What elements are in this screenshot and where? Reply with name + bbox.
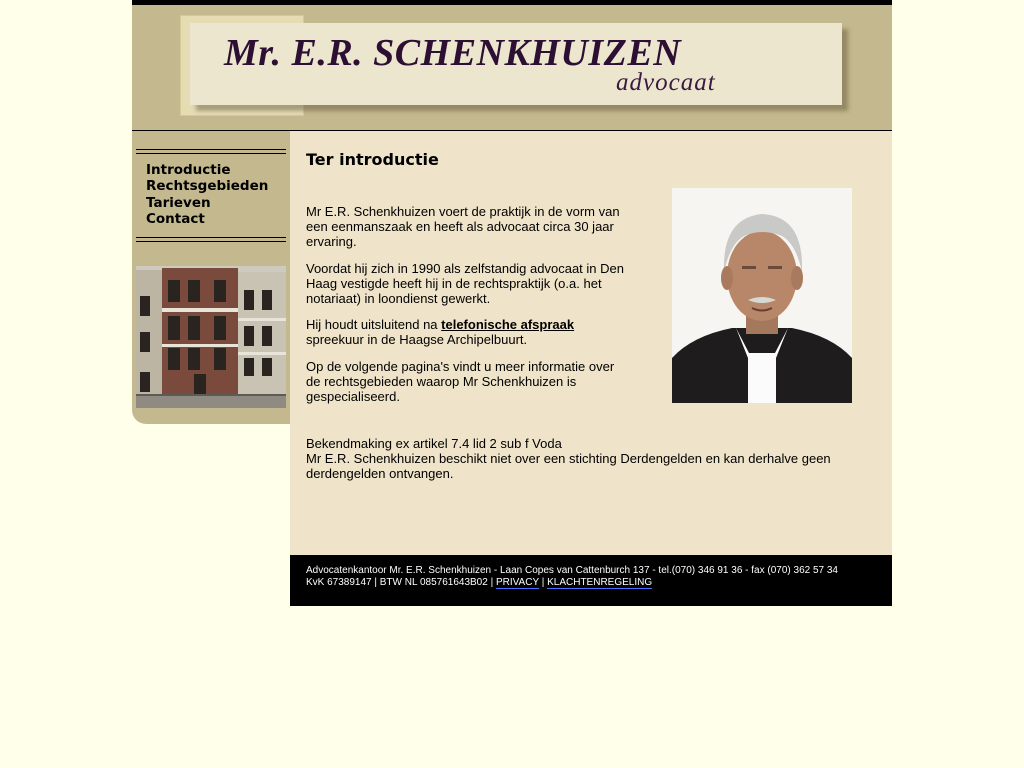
header xyxy=(132,5,892,131)
intro-text xyxy=(306,204,631,415)
page xyxy=(132,0,892,606)
footer-registration-line xyxy=(306,577,838,589)
nav-item-contact[interactable]: Contact xyxy=(146,210,205,227)
nav-menu xyxy=(146,162,268,227)
nav-top-divider xyxy=(136,149,286,154)
footer-text xyxy=(306,565,838,589)
nav-item-rechtsgebieden[interactable]: Rechtsgebieden xyxy=(146,178,269,195)
portrait-photo xyxy=(672,188,852,403)
complaints-link[interactable]: KLACHTENREGELING xyxy=(547,577,653,588)
paragraph-3-start: Hij houdt uitsluitend na xyxy=(306,317,442,333)
notice-title: Bekendmaking ex artikel 7.4 lid 2 sub f Voda xyxy=(306,436,562,451)
notice-text: Mr E.R. Schenkhuizen beschikt niet over een stichting Derdengelden en kan derhalve geen derdengelden ontvangen. xyxy=(306,451,831,482)
logo-name: Mr. E.R. SCHENKHUIZEN xyxy=(224,32,682,74)
footer-separator: | xyxy=(538,577,548,588)
nav-item-tarieven[interactable]: Tarieven xyxy=(146,194,211,211)
footer-registration: KvK 67389147 | BTW NL 085761643B02 | xyxy=(306,577,496,588)
sidebar xyxy=(132,131,290,424)
derdengelden-notice xyxy=(306,436,866,482)
page-title: Ter introductie xyxy=(306,150,439,169)
portrait-illustration xyxy=(672,188,852,403)
footer-address-line: Advocatenkantoor Mr. E.R. Schenkhuizen - Laan Copes van Cattenburch 137 - tel.(070) 346 91 36 - fax (070) 362 57 34 xyxy=(306,565,838,576)
intro-paragraph-2: Voordat hij zich in 1990 als zelfstandig advocaat in Den Haag vestigde heeft hij in de rechtspraktijk (o.a. het notariaat) in loondienst gewerkt. xyxy=(306,260,624,307)
paragraph-3-end: spreekuur in de Haagse Archipelbuurt. xyxy=(306,332,528,348)
intro-paragraph-4: Op de volgende pagina's vindt u meer informatie over de rechtsgebieden waarop Mr Schenkhuizen is gespecialiseerd. xyxy=(306,358,615,405)
nav-item-introductie[interactable]: Introductie xyxy=(146,162,231,178)
telephone-appointment-link[interactable]: telefonische afspraak xyxy=(441,317,575,333)
main-content xyxy=(290,131,892,555)
nav-bottom-divider xyxy=(136,237,286,242)
privacy-link[interactable]: PRIVACY xyxy=(495,577,539,588)
logo-subtitle: advocaat xyxy=(616,69,716,96)
intro-paragraph-3 xyxy=(306,317,631,347)
intro-paragraph-1: Mr E.R. Schenkhuizen voert de praktijk in de vorm van een eenmanszaak en heeft als advocaat circa 30 jaar ervaring. xyxy=(306,204,620,250)
building-photo xyxy=(136,266,286,408)
building-illustration xyxy=(136,266,286,408)
footer xyxy=(290,555,892,606)
